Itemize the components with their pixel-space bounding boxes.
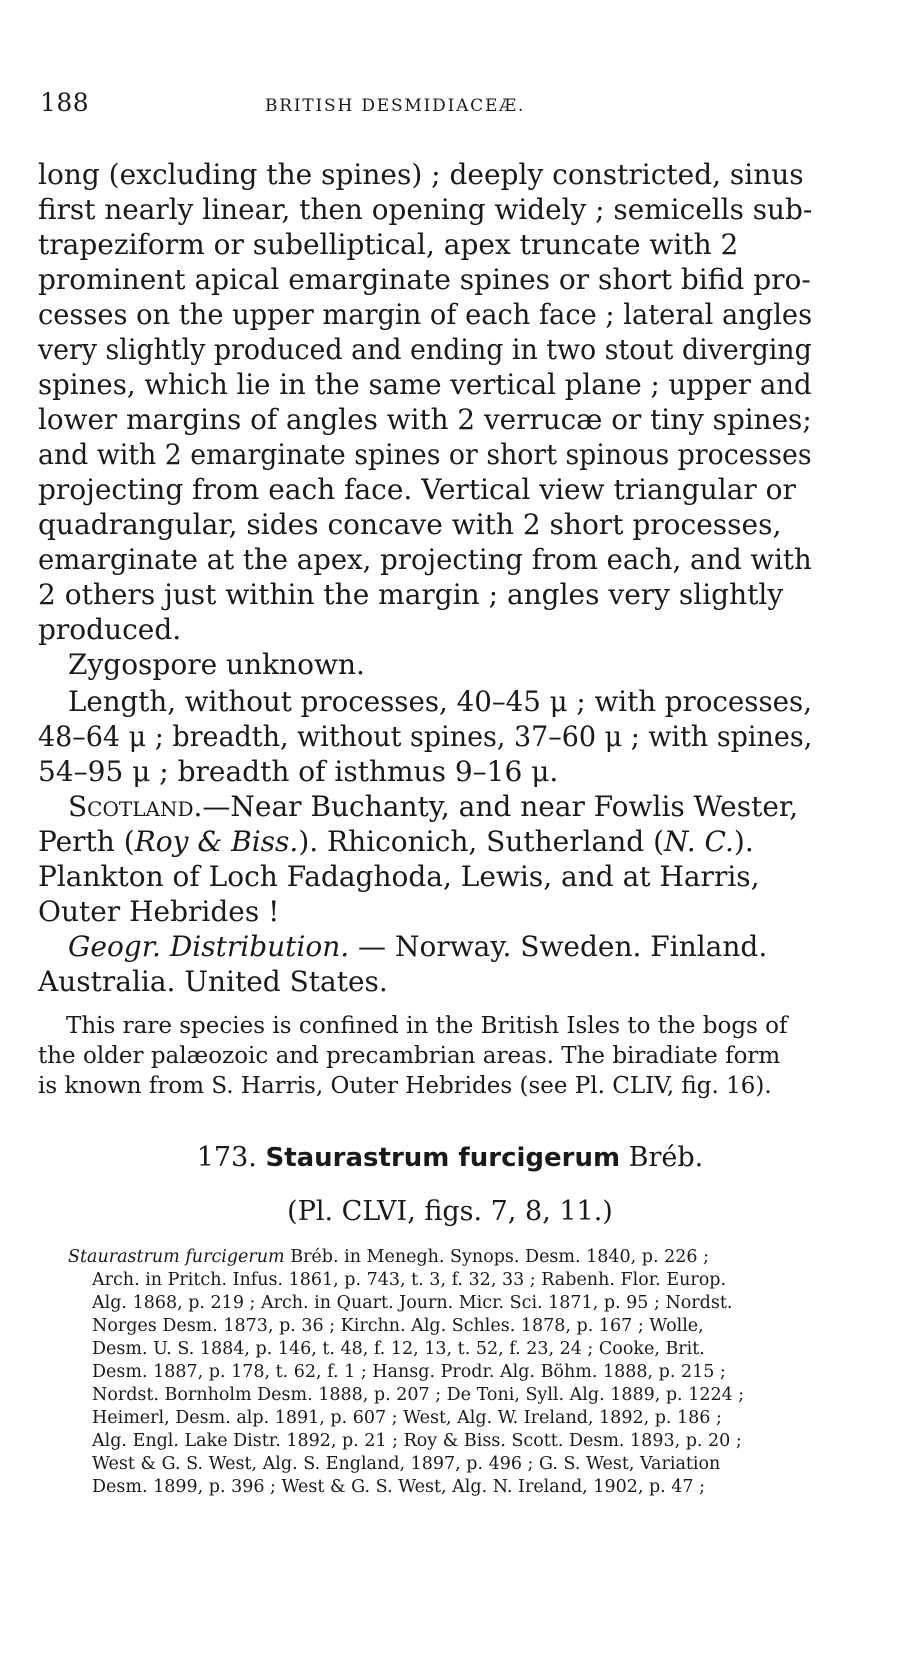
- description-line: spines, which lie in the same vertical plane ; upper and: [38, 368, 812, 401]
- synonymy-line: [68, 1246, 709, 1268]
- scotland-line: [38, 825, 754, 859]
- description-line: first nearly linear, then opening widely ; semicells sub-: [38, 193, 813, 226]
- collector-name: Roy & Biss.: [134, 825, 299, 858]
- note-line: the older palæozoic and precambrian areas. The biradiate form: [38, 1043, 781, 1069]
- description-line: produced.: [38, 613, 182, 646]
- description-line: and with 2 emarginate spines or short spinous processes: [38, 438, 812, 471]
- description-line: emarginate at the apex, projecting from each, and with: [38, 543, 812, 576]
- zygospore-line: Zygospore unknown.: [68, 648, 365, 681]
- scotland-text: Perth (: [38, 825, 135, 858]
- synonymy-text: Bréb. in Menegh. Synops. Desm. 1840, p. 226 ;: [284, 1247, 709, 1267]
- synonymy-line: Nordst. Bornholm Desm. 1888, p. 207 ; De Toni, Syll. Alg. 1889, p. 1224 ;: [92, 1385, 745, 1405]
- synonymy-line: Norges Desm. 1873, p. 36 ; Kirchn. Alg. Schles. 1878, p. 167 ; Wolle,: [92, 1316, 704, 1336]
- distribution-label: Geogr. Distribution.: [68, 930, 350, 963]
- description-line: cesses on the upper margin of each face ; lateral angles: [38, 298, 813, 331]
- dimensions-line: 54–95 μ ; breadth of isthmus 9–16 μ.: [38, 755, 559, 788]
- scotland-text: ).: [733, 825, 754, 858]
- description-line: very slightly produced and ending in two stout diverging: [38, 333, 812, 366]
- synonymy-line: Alg. Engl. Lake Distr. 1892, p. 21 ; Roy & Biss. Scott. Desm. 1893, p. 20 ;: [92, 1431, 742, 1451]
- scotland-line: Outer Hebrides !: [38, 895, 280, 928]
- scotland-line: [68, 790, 798, 824]
- running-title: BRITISH DESMIDIACEÆ.: [265, 96, 526, 116]
- synonymy-line: Desm. 1887, p. 178, t. 62, f. 1 ; Hansg. Prodr. Alg. Böhm. 1888, p. 215 ;: [92, 1362, 726, 1382]
- description-line: long (excluding the spines) ; deeply constricted, sinus: [38, 158, 804, 191]
- species-number: 173.: [196, 1142, 257, 1173]
- synonymy-line: Desm. 1899, p. 396 ; West & G. S. West, Alg. N. Ireland, 1902, p. 47 ;: [92, 1477, 706, 1497]
- page-number: 188: [40, 88, 90, 117]
- dimensions-line: Length, without processes, 40–45 μ ; with processes,: [68, 685, 813, 718]
- description-line: quadrangular, sides concave with 2 short processes,: [38, 508, 782, 541]
- description-line: projecting from each face. Vertical view triangular or: [38, 473, 796, 506]
- scotland-text: —Near Buchanty, and near Fowlis Wester,: [202, 790, 799, 823]
- distribution-text: — Norway. Sweden. Finland.: [349, 930, 768, 963]
- synonymy-line: Heimerl, Desm. alp. 1891, p. 607 ; West, Alg. W. Ireland, 1892, p. 186 ;: [92, 1408, 722, 1428]
- species-author: Bréb.: [628, 1142, 704, 1173]
- collector-name: N. C.: [664, 825, 734, 858]
- scotland-line: Plankton of Loch Fadaghoda, Lewis, and at Harris,: [38, 860, 760, 893]
- note-line: This rare species is confined in the British Isles to the bogs of: [66, 1013, 788, 1039]
- description-line: 2 others just within the margin ; angles very slightly: [38, 578, 784, 611]
- description-line: lower margins of angles with 2 verrucæ or tiny spines;: [38, 403, 812, 436]
- synonymy-line: West & G. S. West, Alg. S. England, 1897, p. 496 ; G. S. West, Variation: [92, 1454, 721, 1474]
- description-line: trapeziform or subelliptical, apex truncate with 2: [38, 228, 739, 261]
- synonymy-line: Desm. U. S. 1884, p. 146, t. 48, f. 12, 13, t. 52, f. 23, 24 ; Cooke, Brit.: [92, 1339, 705, 1359]
- description-line: prominent apical emarginate spines or short bifid pro-: [38, 263, 811, 296]
- scotland-text: ). Rhiconich, Sutherland (: [298, 825, 665, 858]
- synonymy-line: Arch. in Pritch. Infus. 1861, p. 743, t. 3, f. 32, 33 ; Rabenh. Flor. Europ.: [92, 1270, 727, 1290]
- distribution-line: Australia. United States.: [38, 965, 388, 998]
- scotland-label: Scotland.: [68, 790, 203, 823]
- synonym-name: Staurastrum furcigerum: [68, 1247, 285, 1267]
- dimensions-line: 48–64 μ ; breadth, without spines, 37–60 μ ; with spines,: [38, 720, 813, 753]
- note-line: is known from S. Harris, Outer Hebrides (see Pl. CLIV, fig. 16).: [38, 1073, 772, 1099]
- plate-reference: (Pl. CLVI, figs. 7, 8, 11.): [287, 1196, 613, 1227]
- species-name: Staurastrum furcigerum: [265, 1143, 621, 1173]
- species-heading: [0, 1142, 900, 1173]
- distribution-line: [68, 930, 767, 964]
- synonymy-line: Alg. 1868, p. 219 ; Arch. in Quart. Journ. Micr. Sci. 1871, p. 95 ; Nordst.: [92, 1293, 733, 1313]
